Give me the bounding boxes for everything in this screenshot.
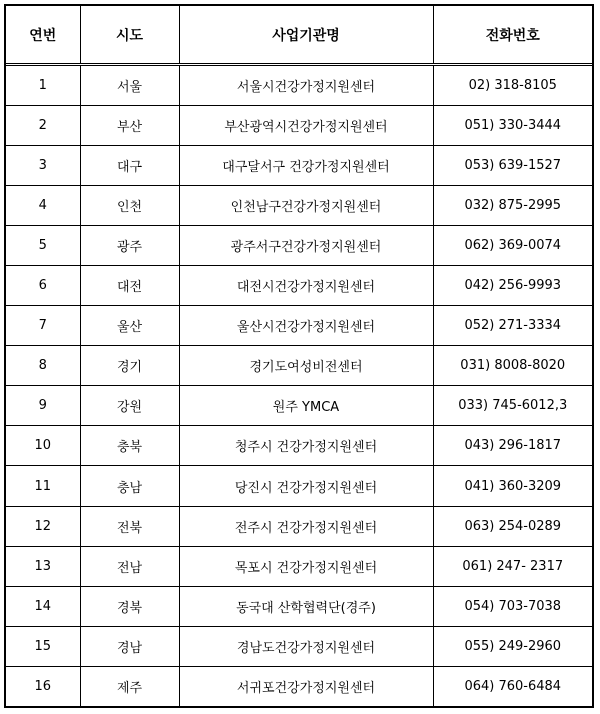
- row-org: 목포시 건강가정지원센터: [179, 546, 433, 586]
- table-row: [6, 65, 592, 106]
- row-no: 10: [6, 426, 80, 466]
- row-no: 6: [6, 266, 80, 306]
- row-org: 부산광역시건강가정지원센터: [179, 106, 433, 146]
- row-region: 경기: [80, 346, 179, 386]
- row-region: 대전: [80, 266, 179, 306]
- header-phone: 전화번호: [433, 6, 592, 65]
- row-region: 충북: [80, 426, 179, 466]
- row-region: 전남: [80, 546, 179, 586]
- row-region: 울산: [80, 306, 179, 346]
- table-row: [6, 666, 592, 706]
- table-row: [6, 506, 592, 546]
- row-region: 충남: [80, 466, 179, 506]
- row-region: 경북: [80, 586, 179, 626]
- header-no: 연번: [6, 6, 80, 65]
- row-no: 2: [6, 106, 80, 146]
- table-row: [6, 106, 592, 146]
- row-phone: 041) 360-3209: [433, 466, 592, 506]
- table-row: [6, 586, 592, 626]
- row-phone: 051) 330-3444: [433, 106, 592, 146]
- row-no: 7: [6, 306, 80, 346]
- row-region: 부산: [80, 106, 179, 146]
- center-directory-table: [6, 6, 592, 706]
- row-phone: 032) 875-2995: [433, 186, 592, 226]
- table-row: [6, 386, 592, 426]
- row-org: 동국대 산학협력단(경주): [179, 586, 433, 626]
- row-org: 광주서구건강가정지원센터: [179, 226, 433, 266]
- row-org: 서울시건강가정지원센터: [179, 65, 433, 106]
- table-row: [6, 346, 592, 386]
- table-row: [6, 546, 592, 586]
- row-region: 서울: [80, 65, 179, 106]
- row-org: 대구달서구 건강가정지원센터: [179, 146, 433, 186]
- row-no: 1: [6, 65, 80, 106]
- row-org: 당진시 건강가정지원센터: [179, 466, 433, 506]
- row-no: 13: [6, 546, 80, 586]
- row-phone: 043) 296-1817: [433, 426, 592, 466]
- table-row: [6, 426, 592, 466]
- row-org: 대전시건강가정지원센터: [179, 266, 433, 306]
- row-phone: 031) 8008-8020: [433, 346, 592, 386]
- row-region: 전북: [80, 506, 179, 546]
- row-region: 제주: [80, 666, 179, 706]
- row-phone: 061) 247- 2317: [433, 546, 592, 586]
- row-region: 대구: [80, 146, 179, 186]
- row-no: 5: [6, 226, 80, 266]
- row-phone: 02) 318-8105: [433, 65, 592, 106]
- header-region: 시도: [80, 6, 179, 65]
- row-org: 전주시 건강가정지원센터: [179, 506, 433, 546]
- row-phone: 062) 369-0074: [433, 226, 592, 266]
- row-org: 인천남구건강가정지원센터: [179, 186, 433, 226]
- row-no: 9: [6, 386, 80, 426]
- row-phone: 052) 271-3334: [433, 306, 592, 346]
- row-no: 16: [6, 666, 80, 706]
- table-row: [6, 146, 592, 186]
- row-phone: 054) 703-7038: [433, 586, 592, 626]
- table-row: [6, 226, 592, 266]
- center-directory-table-frame: [4, 4, 594, 708]
- row-no: 3: [6, 146, 80, 186]
- row-no: 8: [6, 346, 80, 386]
- table-row: [6, 466, 592, 506]
- row-phone: 063) 254-0289: [433, 506, 592, 546]
- row-org: 경기도여성비전센터: [179, 346, 433, 386]
- table-row: [6, 266, 592, 306]
- row-no: 11: [6, 466, 80, 506]
- row-no: 15: [6, 626, 80, 666]
- row-phone: 053) 639-1527: [433, 146, 592, 186]
- header-org: 사업기관명: [179, 6, 433, 65]
- row-region: 강원: [80, 386, 179, 426]
- row-region: 인천: [80, 186, 179, 226]
- row-no: 12: [6, 506, 80, 546]
- row-org: 청주시 건강가정지원센터: [179, 426, 433, 466]
- row-org: 서귀포건강가정지원센터: [179, 666, 433, 706]
- row-no: 4: [6, 186, 80, 226]
- table-row: [6, 626, 592, 666]
- row-region: 광주: [80, 226, 179, 266]
- row-no: 14: [6, 586, 80, 626]
- row-phone: 055) 249-2960: [433, 626, 592, 666]
- row-region: 경남: [80, 626, 179, 666]
- row-phone: 064) 760-6484: [433, 666, 592, 706]
- table-row: [6, 306, 592, 346]
- row-org: 원주 YMCA: [179, 386, 433, 426]
- table-row: [6, 186, 592, 226]
- row-org: 울산시건강가정지원센터: [179, 306, 433, 346]
- row-phone: 033) 745-6012,3: [433, 386, 592, 426]
- row-phone: 042) 256-9993: [433, 266, 592, 306]
- header-row: [6, 6, 592, 65]
- row-org: 경남도건강가정지원센터: [179, 626, 433, 666]
